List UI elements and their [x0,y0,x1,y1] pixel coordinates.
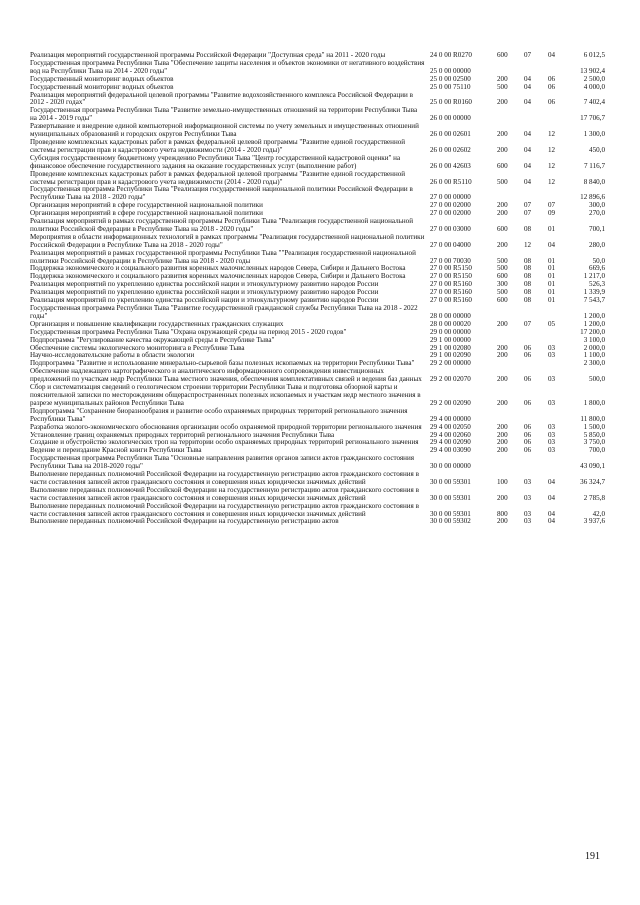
expense-type-code: 500 [497,288,508,297]
amount: 1 300,0 [583,130,605,139]
target-article-code: 27 0 00 R5160 [430,280,472,289]
target-article-code: 27 0 00 R5150 [430,272,472,281]
expense-type-code: 200 [497,240,508,249]
expense-type-code: 500 [497,256,508,265]
target-article-code: 30 0 00 59301 [430,477,471,486]
row-name: Реализация мероприятий государственной программы Российской Федерации "Доступная среда" на 2011 - 2020 годы [30,51,386,59]
row-name: Поддержка экономического и социального развития коренных малочисленных народов Севера, Сибири и Дальнего Востока [30,272,406,281]
row-name: Реализация мероприятий в рамках государственной программы Республики Тыва "Реализация государственной национальной политики Российской Федерации в Республике Тыва на 2018 - 2020 годы" [30,217,413,233]
expense-type-code: 600 [497,51,508,59]
expense-type-code: 200 [497,98,508,107]
subsection-code: 05 [548,319,556,328]
target-article-code: 25 0 00 R0160 [430,98,472,107]
row-name: Научно-исследовательские работы в области экологии [30,351,195,360]
target-article-code: 26 0 00 R5110 [430,177,472,186]
amount: 17 200,0 [580,327,605,336]
target-article-code: 27 0 00 02000 [430,201,471,210]
row-name: Организация и повышение квалификации государственных гражданских служащих [30,319,284,328]
row-name: Выполнение переданных полномочий Российской Федерации на государственную регистрацию актов гражданского состояния в части составления записей актов гражданского состояния и совершения иных юридически значимых действий [30,470,419,486]
amount: 3 100,0 [583,335,605,344]
page-number: 191 [585,851,600,862]
target-article-code: 24 0 00 R0270 [430,51,472,59]
expense-type-code: 200 [497,351,508,360]
row-name: Реализация мероприятий по укреплению единства российской нации и этнокультурному развитию народов России [30,280,379,289]
target-article-code: 25 0 00 00000 [430,66,471,75]
section-code: 03 [524,477,532,486]
row-name: Государственная программа Республики Тыва "Развитие земельно-имущественных отношений на территории Республики Тыва на 2014 - 2019 годы" [30,106,418,123]
target-article-code: 29 1 00 02080 [430,343,471,352]
row-name: Государственная программа Республики Тыва "Охрана окружающей среды на период 2015 - 2020 годов" [30,327,347,336]
subsection-code: 03 [548,343,556,352]
target-article-code: 29 2 00 00000 [430,359,471,368]
section-code: 07 [524,51,532,59]
expense-type-code: 200 [497,145,508,154]
table-row [30,218,605,234]
row-name: Установление границ охраняемых природных территорий регионального значения Республики Тыва [30,430,335,439]
expense-type-code: 200 [497,430,508,439]
target-article-code: 29 2 00 02070 [430,375,471,384]
row-name: Реализация мероприятий в рамках государственной программы Республики Тыва ""Реализация государственной национальной политики Российской Федерации в Республике Тыва на 2018 - 2020 годы [30,248,416,265]
expense-type-code: 500 [497,264,508,273]
section-code: 08 [524,296,532,305]
amount: 5 850,0 [583,430,605,439]
amount: 1 800,0 [583,398,605,407]
subsection-code: 01 [548,288,556,297]
section-code: 07 [524,201,532,210]
expense-type-code: 200 [497,343,508,352]
amount: 2 785,8 [583,493,605,502]
section-code: 12 [524,240,532,249]
row-name: Субсидия государственному бюджетному учреждению Республики Тыва "Центр государственной кадастровой оценки" на финансовое обеспечение государственного задания на оказание государственных услуг (выполнение работ) [30,153,401,170]
target-article-code: 29 1 00 02090 [430,351,471,360]
expense-type-code: 800 [497,509,508,518]
subsection-code: 06 [548,82,556,91]
subsection-code: 03 [548,398,556,407]
table-row [30,107,605,123]
row-name: Государственная программа Республики Тыва "Реализация государственной национальной политики Российской Федерации в Республике Тыва на 2018 - 2020 годы" [30,185,413,202]
subsection-code: 09 [548,209,556,218]
section-code: 07 [524,209,532,218]
section-code: 04 [524,98,532,107]
section-code: 06 [524,343,532,352]
subsection-code: 04 [548,477,556,486]
expense-type-code: 200 [497,398,508,407]
target-article-code: 29 4 00 02060 [430,430,471,439]
expense-type-code: 300 [497,280,508,289]
amount: 1 200,0 [583,311,605,320]
amount: 42,0 [592,509,605,518]
section-code: 04 [524,82,532,91]
expense-type-code: 600 [497,161,508,170]
target-article-code: 29 4 00 02090 [430,438,471,447]
section-code: 06 [524,375,532,384]
section-code: 08 [524,280,532,289]
row-name: Реализация мероприятий по укреплению единства российской нации и этнокультурному развитию народов России [30,296,379,305]
section-code: 08 [524,224,532,233]
amount: 669,6 [589,264,605,273]
target-article-code: 27 0 00 03000 [430,224,471,233]
row-name: Обеспечение системы экологического мониторинга в Республике Тыва [30,343,245,352]
expense-type-code: 600 [497,224,508,233]
table-row [30,155,605,171]
subsection-code: 04 [548,509,556,518]
table-row [30,455,605,471]
amount: 1 100,0 [583,351,605,360]
expense-type-code: 200 [497,209,508,218]
row-name: Создание и обустройство экологических троп на территории особо охраняемых природных территорий регионального значения [30,438,419,447]
row-name: Выполнение переданных полномочий Российской Федерации на государственную регистрацию актов гражданского состояния в части составления записей актов гражданского состояния и совершения иных юридически значимых действий [30,485,419,502]
row-name: Государственный мониторинг водных объектов [30,74,174,83]
row-name: Организация мероприятий в сфере государственной национальной политики [30,201,263,210]
target-article-code: 30 0 00 00000 [430,462,471,471]
section-code: 07 [524,319,532,328]
subsection-code: 01 [548,256,556,265]
amount: 3 937,6 [583,517,605,526]
target-article-code: 27 0 00 00000 [430,193,471,202]
section-code: 03 [524,509,532,518]
target-article-code: 25 0 00 02500 [430,74,471,83]
subsection-code: 12 [548,145,556,154]
amount: 12 896,6 [580,193,605,202]
amount: 526,3 [589,280,605,289]
row-name: Подпрограмма "Регулирование качества окружающей среды в Республике Тыва" [30,335,275,344]
subsection-code: 04 [548,517,556,526]
amount: 4 000,0 [583,82,605,91]
expense-type-code: 200 [497,446,508,455]
expense-type-code: 200 [497,517,508,526]
target-article-code: 27 0 00 R5160 [430,296,472,305]
amount: 17 706,7 [580,114,605,123]
row-name: Выполнение переданных полномочий Российской Федерации на государственную регистрацию актов [30,517,339,526]
target-article-code: 29 4 00 02050 [430,422,471,431]
expense-type-code: 200 [497,201,508,210]
subsection-code: 04 [548,51,556,59]
subsection-code: 03 [548,446,556,455]
section-code: 06 [524,446,532,455]
target-article-code: 29 0 00 00000 [430,327,471,336]
row-name: Проведение комплексных кадастровых работ в рамках федеральной целевой программы "Развитие единой государственной системы регистрации прав и кадастрового учета недвижимости (2014 - 2020 годы)" [30,137,406,154]
subsection-code: 03 [548,351,556,360]
row-name: Государственная программа Республики Тыва "Основные направления развития органов записи актов гражданского состояния Республики Тыва на 2018-2020 годы" [30,454,415,471]
amount: 3 750,0 [583,438,605,447]
amount: 6 012,5 [583,51,605,59]
row-name: Реализация мероприятий по укреплению единства российской нации и этнокультурному развитию народов России [30,288,379,297]
section-code: 03 [524,493,532,502]
section-code: 06 [524,351,532,360]
row-name: Государственная программа Республики Тыва "Обеспечение защиты населения и объектов экономики от негативного воздействия вод на Республики Тыва на 2014 - 2020 годы" [30,58,425,75]
row-name: Подпрограмма "Сохранение биоразнообразия и развитие особо охраняемых природных территорий регионального значения Республики Тыва" [30,406,408,423]
subsection-code: 01 [548,264,556,273]
section-code: 06 [524,422,532,431]
subsection-code: 01 [548,280,556,289]
row-name: Поддержка экономического и социального развития коренных малочисленных народов Севера, Сибири и Дальнего Востока [30,264,406,273]
table-row [30,368,605,384]
section-code: 08 [524,288,532,297]
table-row [30,92,605,108]
amount: 50,0 [592,256,605,265]
amount: 1 500,0 [583,422,605,431]
amount: 1 200,0 [583,319,605,328]
row-name: Ведение и переиздание Красной книги Республики Тыва [30,446,202,455]
amount: 13 902,4 [580,66,605,75]
section-code: 04 [524,74,532,83]
target-article-code: 25 0 00 75110 [430,82,471,91]
subsection-code: 01 [548,296,556,305]
expense-type-code: 200 [497,130,508,139]
amount: 2 500,0 [583,74,605,83]
row-name: Реализация мероприятий федеральной целевой программы "Развитие водохозяйственного комплекса Российской Федерации в 2012 - 2020 годах" [30,90,413,107]
subsection-code: 01 [548,272,556,281]
table-row [30,471,605,487]
amount: 2 000,0 [583,343,605,352]
table-row [30,123,605,139]
subsection-code: 03 [548,430,556,439]
amount: 36 324,7 [580,477,605,486]
table-row [30,171,605,187]
row-name: Обеспечение надлежащего картографического и аналитического информационного сопровождения инвестиционных предложений по участкам недр Республики Тыва местного значения, обеспечения комплектативных связей и ведения баз данных [30,367,422,384]
target-article-code: 28 0 00 00000 [430,311,471,320]
target-article-code: 29 4 00 00000 [430,414,471,423]
row-name: Подпрограмма "Развитие и использование минерально-сырьевой базы полезных ископаемых на территории Республики Тыва" [30,359,415,368]
table-row [30,408,605,424]
target-article-code: 29 1 00 00000 [430,335,471,344]
target-article-code: 27 0 00 R5160 [430,288,472,297]
row-name: Организация мероприятий в сфере государственной национальной политики [30,209,263,218]
amount: 7 402,4 [583,98,605,107]
row-name: Государственный мониторинг водных объектов [30,82,174,91]
subsection-code: 04 [548,493,556,502]
target-article-code: 26 0 00 02601 [430,130,471,139]
section-code: 03 [524,517,532,526]
row-name: Разработка эколого-экономического обоснования организации особо охраняемой природной территории регионального значения [30,422,422,431]
row-name: Сбор и систематизация сведений о геологическом строении территории Республики Тыва и подготовка обзорной карты и пояснительной записки по месторождениям общераспространенных полезных ископаемых и участкам недр местного значения в разрезе муниципальных районов Республики Тыва [30,383,421,407]
subsection-code: 06 [548,98,556,107]
section-code: 04 [524,130,532,139]
target-article-code: 30 0 00 59301 [430,509,471,518]
table-row [30,305,605,321]
target-article-code: 26 0 00 02602 [430,145,471,154]
amount: 7 543,7 [583,296,605,305]
subsection-code: 12 [548,130,556,139]
target-article-code: 30 0 00 59301 [430,493,471,502]
target-article-code: 29 2 00 02090 [430,398,471,407]
table-row [30,60,605,76]
row-name: Мероприятия в области информационных технологий в рамках программы "Реализация государственной национальной политики Российской Федерации в Республике Тыва на 2018 - 2020 годы" [30,232,425,249]
expense-type-code: 600 [497,296,508,305]
amount: 43 090,1 [580,462,605,471]
section-code: 04 [524,145,532,154]
budget-table [30,52,605,526]
amount: 1 339,9 [583,288,605,297]
target-article-code: 27 0 00 04000 [430,240,471,249]
row-name: Государственная программа Республики Тыва "Развитие государственной гражданской службы Республики Тыва на 2018 - 2022 годы" [30,304,418,320]
subsection-code: 12 [548,161,556,170]
subsection-code: 03 [548,438,556,447]
expense-type-code: 200 [497,319,508,328]
target-article-code: 30 0 00 59302 [430,517,471,526]
subsection-code: 06 [548,74,556,83]
subsection-code: 07 [548,201,556,210]
target-article-code: 27 0 00 70030 [430,256,471,265]
subsection-code: 03 [548,422,556,431]
table-row [30,186,605,202]
row-name: Проведение комплексных кадастровых работ в рамках федеральной целевой программы "Развитие единой государственной системы регистрации прав и кадастрового учета недвижимости (2014 - 2020 годы)" [30,169,406,186]
row-name: Выполнение переданных полномочий Российской Федерации на государственную регистрацию актов гражданского состояния в части составления записей актов гражданского состояния и совершения иных юридически значимых действий [30,501,419,518]
section-code: 06 [524,438,532,447]
amount: 300,0 [589,201,605,210]
section-code: 04 [524,161,532,170]
amount: 1 217,0 [583,272,605,281]
table-row [30,250,605,266]
expense-type-code: 600 [497,272,508,281]
table-row [30,234,605,250]
amount: 8 840,0 [583,177,605,186]
amount: 700,0 [589,446,605,455]
amount: 700,1 [589,224,605,233]
subsection-code: 03 [548,375,556,384]
target-article-code: 27 0 00 02000 [430,209,471,218]
subsection-code: 04 [548,240,556,249]
amount: 450,0 [589,145,605,154]
subsection-code: 12 [548,177,556,186]
table-row [30,487,605,503]
target-article-code: 26 0 00 00000 [430,114,471,123]
section-code: 08 [524,256,532,265]
expense-type-code: 200 [497,375,508,384]
table-row [30,139,605,155]
amount: 280,0 [589,240,605,249]
section-code: 08 [524,264,532,273]
amount: 7 116,7 [583,161,605,170]
section-code: 06 [524,398,532,407]
target-article-code: 26 0 00 42603 [430,161,471,170]
table-row [30,503,605,519]
amount: 2 300,0 [583,359,605,368]
expense-type-code: 200 [497,74,508,83]
amount: 11 800,0 [580,414,605,423]
target-article-code: 27 0 00 R5150 [430,264,472,273]
expense-type-code: 500 [497,82,508,91]
section-code: 04 [524,177,532,186]
expense-type-code: 100 [497,477,508,486]
target-article-code: 28 0 00 00020 [430,319,471,328]
row-name: Развертывание и внедрение единой компьютерной информационной системы по учету земельных и имущественных отношений муниципальных образований и городских округов Республики Тыва [30,122,419,139]
table-row [30,518,605,526]
subsection-code: 01 [548,224,556,233]
amount: 500,0 [589,375,605,384]
expense-type-code: 200 [497,493,508,502]
expense-type-code: 200 [497,438,508,447]
section-code: 06 [524,430,532,439]
table-row [30,384,605,408]
expense-type-code: 200 [497,422,508,431]
section-code: 08 [524,272,532,281]
target-article-code: 29 4 00 03090 [430,446,471,455]
expense-type-code: 500 [497,177,508,186]
amount: 270,0 [589,209,605,218]
